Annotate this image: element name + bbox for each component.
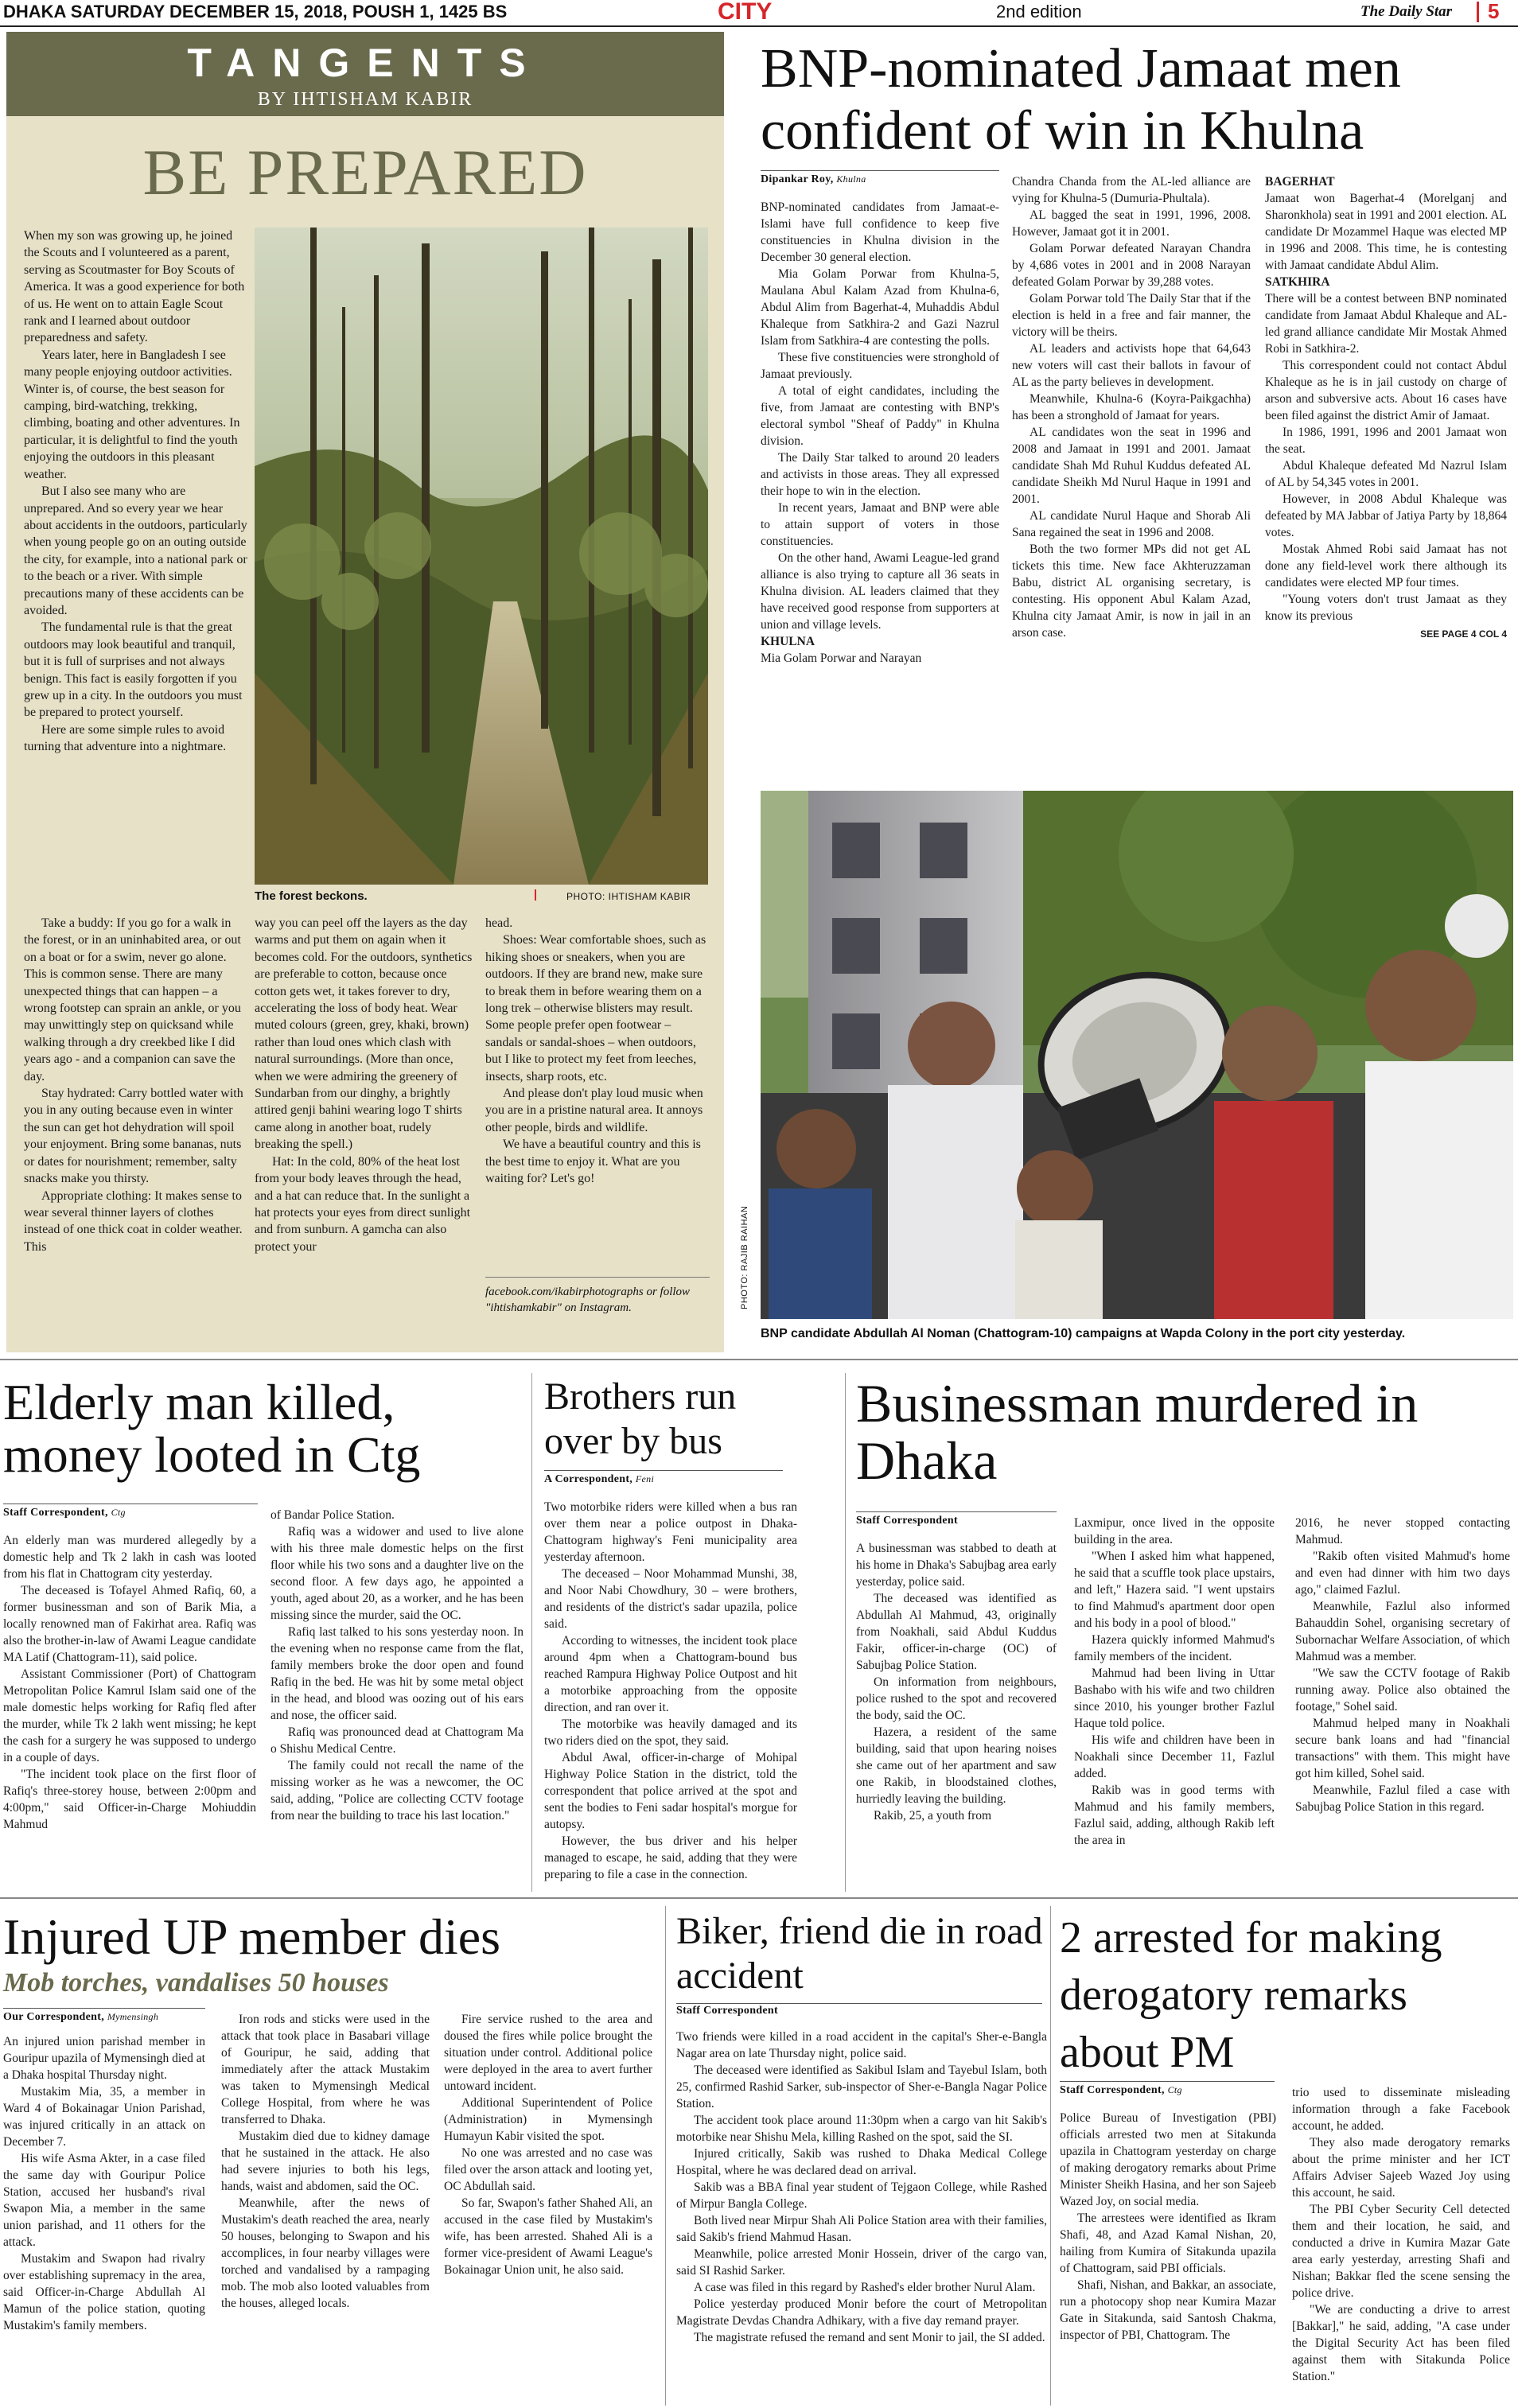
businessman-byline-rule xyxy=(856,1511,1057,1512)
elderly-p3: Assistant Commissioner (Port) of Chattogram Metropolitan Police Kamrul Islam said one of the male domestic helps working for Rafiq fled after the murder, while Tk 2 lakh went missing; he kept the cash for a surgery he was supposed to undergo in a couple of days. xyxy=(3,1667,256,1764)
bnp-p6: In recent years, Jamaat and BNP were able to attain support of voters in those constituencies. xyxy=(761,501,999,548)
businessman-p13: "Rakib often visited Mahmud's home and even had dinner with him two days ago," claimed Fazlul. xyxy=(1295,1550,1510,1597)
paper-name: The Daily Star xyxy=(1360,3,1453,20)
businessman-col2 xyxy=(1074,1515,1275,1849)
bnp-col3 xyxy=(1265,173,1507,643)
tangents-title: BE PREPARED xyxy=(142,136,588,208)
bnp-p3: These five constituencies were stronghold of Jamaat previously. xyxy=(761,351,999,381)
tangents-p6: Take a buddy: If you go for a walk in the forest, or in an uninhabited area, or out on a boat or for a swim, never go alone. This is common sense. There are many unexpected things that can happen – a wrong footstep can sprain an ankle, or you may unwittingly step on quicksand while walking through a dry creekbed like I did years ago - and a companion can save the day. xyxy=(24,916,241,1083)
biker-p10: The magistrate refused the remand and sent Monir to jail, the SI added. xyxy=(694,2331,1045,2344)
injured-p2: Mustakim Mia, 35, a member in Ward 4 of Bokainagar Union Parishad, was injured critically in an attack on December 7. xyxy=(3,2085,205,2149)
vrule-1 xyxy=(531,1373,532,1892)
arrested-p6: The PBI Cyber Security Cell detected them and their location, he said, and conducted a drive in Kumira Mazar Gate area early yesterday, arresting Shafi and Nishan; Bakkar fled the scene sensing the police drive. xyxy=(1292,2203,1510,2300)
bnp-p15: AL candidates won the seat in 1996 and 2008 and Jamaat in 1991 and 2001. Jamaat candidate Shah Md Ruhul Kuddus defeated AL candidate Sheikh Md Nurul Haque in 1991 and 2001. xyxy=(1012,426,1251,506)
bnp-p10: AL bagged the seat in 1991, 1996, 2008. However, Jamaat got it in 2001. xyxy=(1012,208,1251,239)
tangents-col1-bottom xyxy=(24,915,248,1255)
businessman-col3 xyxy=(1295,1515,1510,1815)
businessman-p4: Hazera, a resident of the same building, said that upon hearing noises she came out of her apartment and saw one Rakib, in bloodstained clothes, hurriedly leaving the building. xyxy=(856,1725,1057,1806)
bnp-p20: This correspondent could not contact Abdul Khaleque as he is in jail custody on charge of arson and subversive acts. About 16 cases have been filed against the district Amir of Jamaat. xyxy=(1265,359,1507,422)
bnp-p19: There will be a contest between BNP nominated candidate from Jamaat Abdul Khaleque and AL-led grand alliance candidate Mir Mostak Ahmed Robi in Satkhira-2. xyxy=(1265,292,1507,356)
tangents-p1: When my son was growing up, he joined the Scouts and I volunteered as a parent, serving as Scoutmaster for Boy Scouts of America. It was a good experience for both of us. He went on to attain Eagle Scout rank and I learned about outdoor preparedness and safety. xyxy=(24,229,245,345)
bnp-p23: However, in 2008 Abdul Khaleque was defeated by MA Jabbar of Jatiya Party by 18,864 votes. xyxy=(1265,492,1507,539)
biker-p4: Injured critically, Sakib was rushed to Dhaka Medical College Hospital, where he was declared dead on arrival. xyxy=(676,2147,1047,2177)
tangents-p4: The fundamental rule is that the great outdoors may look beautiful and tranquil, but it is full of surprises and not always benign. This fact is easily forgotten if you grew up in a city. In the outdoors you must be prepared to protect yourself. xyxy=(24,620,243,720)
businessman-p11: Rakib was in good terms with Mahmud and his family members, Fazlul said, adding, although Rakib left the area in xyxy=(1074,1784,1275,1847)
page-divider xyxy=(1477,2,1479,22)
brothers-byline-rule xyxy=(544,1470,783,1471)
biker-p7: Meanwhile, police arrested Monir Hossein, driver of the cargo van, said SI Rashid Sarker. xyxy=(676,2247,1047,2278)
arrested-p1: Police Bureau of Investigation (PBI) officials arrested two men at Sitakunda upazila in Chattogram yesterday on charge of making derogatory remarks about Prime Minister Sheikh Hasina, and her son Sajeeb Wazed Joy, on social media. xyxy=(1060,2111,1276,2208)
elderly-p7: Rafiq last talked to his sons yesterday noon. In the evening when no response came from the flat, family members broke the door open and found Rafiq in the bed. He was hit by some metal object in the head, and blood was oozing out of his ears and nose, the officer said. xyxy=(271,1625,524,1722)
injured-p6: Mustakim died due to kidney damage that he sustained in the attack. He also had severe injuries to both his legs, hands, waist and abdomen, said the OC. xyxy=(221,2130,430,2193)
bnp-p1: BNP-nominated candidates from Jamaat-e-Islami have full confidence to keep five constituencies in Khulna division in the December 30 general election. xyxy=(761,200,999,264)
dateline: DHAKA SATURDAY DECEMBER 15, 2018, POUSH 1, 1425 BS xyxy=(3,2,508,21)
biker-p9: Police yesterday produced Monir before the court of Metropolitan Magistrate Devdas Chandra Adhikary, with a five day remand prayer. xyxy=(676,2297,1047,2328)
arrested-p4: trio used to disseminate misleading information through a fake Facebook account, he added. xyxy=(1292,2086,1510,2133)
biker-col1 xyxy=(676,2029,1047,2346)
elderly-p2: The deceased is Tofayel Ahmed Rafiq, 60, a former businessman and son of Barik Mia, a locally renowned man of Fakirhat area. Rafiq was also the brother-in-law of Awami League candidate MA Latif (Chattogram-11), said police. xyxy=(3,1584,256,1664)
injured-byline xyxy=(3,2011,158,2024)
biker-p3: The accident took place around 11:30pm when a cargo van hit Sakib's motorbike near Shishu Mela, killing Rashed on the spot, said the SI. xyxy=(676,2114,1047,2144)
elderly-byline xyxy=(3,1507,126,1519)
elderly-p1: An elderly man was murdered allegedly by a domestic help and Tk 2 lakh in cash was looted from his flat in Chattogram city yesterday. xyxy=(3,1534,256,1581)
forest-image xyxy=(255,228,708,885)
masthead xyxy=(0,0,1518,25)
tangents-contact: facebook.com/ikabirphotographs or follow "ihtishamkabir" on Instagram. xyxy=(485,1286,691,1314)
arrested-p2: The arrestees were identified as Ikram Shafi, 48, and Azad Kamal Nishan, 20, hailing from Kumira of Sitakunda upazila of Chattogram, said PBI officials. xyxy=(1060,2212,1276,2275)
campaign-image xyxy=(761,791,1513,1319)
elderly-p9: The family could not recall the name of the missing worker as he was a newcomer, the OC said, adding, "Police are collecting CCTV footage from near the building to trace his last location." xyxy=(271,1759,524,1823)
header-rule xyxy=(0,25,1518,27)
injured-byline-loc: Mymensingh xyxy=(107,2011,159,2022)
campaign-credit: PHOTO: RAJIB RAIHAN xyxy=(740,1205,749,1309)
elderly-p8: Rafiq was pronounced dead at Chattogram Ma o Shishu Medical Centre. xyxy=(271,1725,524,1756)
bnp-p11: Golam Porwar defeated Narayan Chandra by 4,686 votes in 2001 and in 2008 Narayan defeated Golam Porwar by 39,288 votes. xyxy=(1012,242,1251,289)
tangents-p3: But I also see many who are unprepared. And so every year we hear about accidents in the outdoors, particularly when young people go on an outing outside the city, for example, into a national park or to the beach or a river. With simple precautions many of these accidents can be avoided. xyxy=(24,484,247,617)
brothers-col1 xyxy=(544,1499,797,1883)
bnp-p22: Abdul Khaleque defeated Md Nazrul Islam of AL by 54,345 votes in 2001. xyxy=(1265,459,1507,489)
tangents-col2 xyxy=(255,915,473,1255)
vrule-3 xyxy=(665,1906,666,2406)
bnp-byline-rule xyxy=(761,170,999,171)
businessman-p12: 2016, he never stopped contacting Mahmud. xyxy=(1295,1516,1510,1546)
arrested-byline xyxy=(1060,2084,1182,2097)
lower-rule xyxy=(0,1897,1518,1899)
vrule-2 xyxy=(845,1373,846,1892)
tangents-p8: Appropriate clothing: It makes sense to wear several thinner layers of clothes instead of one thick coat in colder weather. This xyxy=(24,1188,243,1254)
forest-caption: The forest beckons. xyxy=(255,889,368,903)
tangents-p14: We have a beautiful country and this is the best time to enjoy it. What are you waiting for? Let's go! xyxy=(485,1138,701,1186)
elderly-col1 xyxy=(3,1532,256,1833)
businessman-p10: His wife and children have been in Noakhali since December 11, Fazlul added. xyxy=(1074,1733,1275,1780)
injured-p11: So far, Swapon's father Shahed Ali, an accused in the case filed by Mustakim's wife, has been arrested. Shahed Ali is a former vice-president of Awami League's Bokainagar Union unit, he also said. xyxy=(444,2196,652,2277)
biker-byline-rule xyxy=(676,2003,1042,2004)
tangents-p13: And please don't play loud music when you are in a pristine natural area. It annoys other people, birds and wildlife. xyxy=(485,1087,703,1134)
biker-p6: Both lived near Mirpur Shah Ali Police Station area with their families, said Sakib's friend Mahmud Hasan. xyxy=(676,2214,1047,2244)
elderly-headline: Elderly man killed, money looted in Ctg xyxy=(3,1374,421,1483)
forest-photo xyxy=(255,228,708,885)
tangents-p7: Stay hydrated: Carry bottled water with you in any outing because even in winter the sun can get hot dehydration will spoil your enjoyment. Bring some bananas, nuts or dates for nourishment; remember, salty snacks make you thirsty. xyxy=(24,1087,243,1186)
businessman-p16: Mahmud helped many in Noakhali secure bank loans and had "financial transactions" with them. This might have got him killed, Sohel said. xyxy=(1295,1717,1510,1780)
biker-byline: Staff Correspondent xyxy=(676,2005,778,2017)
bnp-p5: The Daily Star talked to around 20 leaders and activists in those areas. They all expressed their hope to win in the election. xyxy=(761,451,999,498)
brothers-headline: Brothers run over by bus xyxy=(544,1375,737,1462)
bnp-jump[interactable]: SEE PAGE 4 COL 4 xyxy=(1420,628,1507,640)
bnp-byline-loc: Khulna xyxy=(836,173,866,185)
tangents-kicker: TANGENTS xyxy=(187,41,543,85)
injured-p8: Fire service rushed to the area and doused the fires while police brought the situation under control. Additional police were deployed in the area to avert further untoward incident. xyxy=(444,2013,652,2093)
elderly-p6: Rafiq was a widower and used to live alone with his three male domestic helps on the first floor while his two sons and a daughter live on the second floor. A few days ago, he appointed a youth, aged about 20, as a worker, and he has been missing since the murder, said the OC. xyxy=(271,1525,524,1622)
brothers-byline xyxy=(544,1473,654,1486)
arrested-byline-rule xyxy=(1060,2081,1275,2082)
brothers-p3: According to witnesses, the incident took place around 4pm when a Chattogram-bound bus reached Rampura Highway Police Outpost and hit a motorbike approaching from the opposite direction, and ran over it. xyxy=(544,1634,797,1714)
injured-p5: Iron rods and sticks were used in the attack that took place in Basabari village of Gouripur, he said, adding that immediately after the attack Mustakim was taken to Mymensingh Medical College Hospital, from where he was transferred to Dhaka. xyxy=(221,2013,430,2126)
elderly-byline-name: Staff Correspondent, xyxy=(3,1507,108,1519)
businessman-p2: The deceased was identified as Abdullah Al Mahmud, 43, originally from Noakhali, said Abdul Kuddus Fakir, officer-in-charge (OC) of Sabujbag Police Station. xyxy=(856,1592,1057,1672)
bnp-byline xyxy=(761,173,866,186)
bnp-p13: AL leaders and activists hope that 64,643 new voters will cast their ballots in favour of AL as the party believes in development. xyxy=(1012,342,1251,389)
arrested-byline-name: Staff Correspondent, xyxy=(1060,2084,1165,2096)
businessman-byline: Staff Correspondent xyxy=(856,1515,958,1527)
tangents-p9: way you can peel off the layers as the day warms and put them on again when it becomes cold. For the outdoors, synthetics are preferable to cotton, because once cotton gets wet, it takes forever to dry, accelerating the loss of body heat. Wear muted colours (green, grey, khaki, brown) rather than loud ones which clash with natural surroundings. (More than once, when we were admiring the greenery of Sundarban from our dinghy, a brightly attired genji bahini wearing logo T shirts came along in another boat, rudely breaking the spell.) xyxy=(255,916,473,1152)
tangents-p2: Years later, here in Bangladesh I see many people enjoying outdoor activities. Winter is, of course, the best season for camping, bird-watching, trekking, climbing, boating and other adventures. In particular, it is delightful to find the youth enjoying the outdoors in this pleasant weather. xyxy=(24,348,240,481)
tangents-by: BY IHTISHAM KABIR xyxy=(257,89,473,110)
bnp-headline: BNP-nominated Jamaat men confident of win in Khulna xyxy=(761,38,1401,161)
businessman-p3: On information from neighbours, police rushed to the spot and recovered the body, said the OC. xyxy=(856,1675,1057,1722)
biker-headline: Biker, friend die in road accident xyxy=(676,1910,1043,1997)
tangents-p5: Here are some simple rules to avoid turning that adventure into a nightmare. xyxy=(24,722,227,754)
bnp-p21: In 1986, 1991, 1996 and 2001 Jamaat won the seat. xyxy=(1265,426,1507,456)
edition-label: 2nd edition xyxy=(996,2,1082,21)
section-label: CITY xyxy=(718,0,773,25)
bnp-p12: Golam Porwar told The Daily Star that if the election is held in a free and fair manner, the victory will be theirs. xyxy=(1012,292,1251,339)
arrested-headline: 2 arrested for making derogatory remarks about PM xyxy=(1060,1913,1442,2077)
bnp-p2: Mia Golam Porwar from Khulna-5, Maulana Abul Kalam Azad from Khulna-6, Abdul Alim from Bagerhat-4, Muhaddis Abdul Khaleque from Satkhira-2 and Gazi Nazrul Islam from Satkhira-4 are contesting the polls. xyxy=(761,267,999,348)
bnp-p7: On the other hand, Awami League-led grand alliance is also trying to capture all 36 seats in Khulna division. AL leaders claimed that they have received good response from supporters at union and village levels. xyxy=(761,551,999,632)
biker-p8: A case was filed in this regard by Rashed's elder brother Nurul Alam. xyxy=(694,2281,1036,2294)
bnp-p14: Meanwhile, Khulna-6 (Koyra-Paikgachha) has been a stronghold of Jamaat for years. xyxy=(1012,392,1251,422)
injured-subhead: Mob torches, vandalises 50 houses xyxy=(3,1968,389,1998)
brothers-p1: Two motorbike riders were killed when a bus ran over them near a police outpost in Dhaka-Chattogram highway's Feni municipality area yesterday afternoon. xyxy=(544,1500,797,1564)
brothers-p2: The deceased – Noor Mohammad Munshi, 38, and Noor Nabi Chowdhury, 30 – were brothers, and residents of the district's sadar upazila, police said. xyxy=(544,1567,797,1631)
arrested-p3: Shafi, Nishan, and Bakkar, an associate, run a photocopy shop near Kumira Mazar Gate in Sitakunda, said Santosh Chakma, inspector of PBI, Chattogram. The xyxy=(1060,2278,1276,2342)
businessman-p14: Meanwhile, Fazlul also informed Bahauddin Sohel, organising secretary of Subornachar Welfare Association, of which Mahmud was a member. xyxy=(1295,1600,1510,1663)
bnp-p18: Jamaat won Bagerhat-4 (Morelganj and Sharonkhola) seat in 1991 and 2001 election. AL candidate Dr Mozammel Haque was elected MP in 1996 and 2008. This time, he is contesting with Jamaat candidate Abdul Alim. xyxy=(1265,192,1507,272)
tangents-col1-top xyxy=(24,228,248,756)
bnp-p4: A total of eight candidates, including the five, from Jamaat are contesting with BNP's electoral symbol "Sheaf of Paddy" in Khulna division. xyxy=(761,384,999,448)
biker-p2: The deceased were identified as Sakibul Islam and Tayebul Islam, both 25, confirmed Rashid Sarker, sub-inspector of Sher-e-Bangla Nagar Police Station. xyxy=(676,2064,1047,2110)
elderly-p4: "The incident took place on the first floor of Rafiq's three-storey house, between 2:00pm and 4:00pm," said Officer-in-Charge Mohiuddin Mahmud xyxy=(3,1768,256,1831)
brothers-p4: The motorbike was heavily damaged and its two riders died on the spot, they said. xyxy=(544,1717,797,1748)
brothers-p6: However, the bus driver and his helper managed to escape, he said, adding that they were preparing to file a case in the connection. xyxy=(544,1834,797,1881)
businessman-headline: Businessman murdered in Dhaka xyxy=(856,1373,1419,1491)
injured-headline: Injured UP member dies xyxy=(3,1908,501,1965)
mid-rule xyxy=(0,1359,1518,1360)
injured-p9: Additional Superintendent of Police (Administration) in Mymensingh Humayun Kabir visited the spot. xyxy=(444,2096,652,2143)
vrule-4 xyxy=(1050,1906,1051,2406)
bnp-sub-khulna: KHULNA xyxy=(761,635,815,648)
businessman-p17: Meanwhile, Fazlul filed a case with Sabujbag Police Station in this regard. xyxy=(1295,1784,1510,1814)
arrested-byline-loc: Ctg xyxy=(1167,2084,1182,2095)
caption-divider xyxy=(535,889,536,901)
businessman-p9: Mahmud had been living in Uttar Bashabo with his wife and two children since 2010, his younger brother Fazlul Haque told police. xyxy=(1074,1667,1275,1730)
tangents-p12: Shoes: Wear comfortable shoes, such as hiking shoes or sneakers, when you are outdoors. If they are brand new, make sure to break them in before wearing them on a long trek – otherwise blisters may result. Some people prefer open footwear – sandals or sandal-shoes – when outdoors, but I like to protect my feet from leeches, insects, sharp roots, etc. xyxy=(485,933,706,1083)
injured-p10: No one was arrested and no case was filed over the arson attack and looting yet, OC Abdullah said. xyxy=(444,2146,652,2193)
injured-byline-rule xyxy=(3,2008,205,2009)
businessman-p5: Rakib, 25, a youth from xyxy=(874,1809,992,1823)
bnp-sub-satkhira: SATKHIRA xyxy=(1265,275,1330,289)
injured-p1: An injured union parishad member in Gouripur upazila of Mymensingh died at a Dhaka hospital Thursday night. xyxy=(3,2035,205,2082)
bnp-p9: Chandra Chanda from the AL-led alliance are vying for Khulna-5 (Dumuria-Phultala). xyxy=(1012,175,1251,205)
elderly-p5: of Bandar Police Station. xyxy=(271,1508,395,1522)
bnp-sub-bagerhat: BAGERHAT xyxy=(1265,175,1335,189)
tangents-p11: head. xyxy=(485,916,513,930)
businessman-p6: Laxmipur, once lived in the opposite building in the area. xyxy=(1074,1516,1275,1546)
injured-col3 xyxy=(444,2011,652,2278)
brothers-byline-loc: Feni xyxy=(635,1473,655,1484)
injured-col2 xyxy=(221,2011,430,2312)
tangents-p10: Hat: In the cold, 80% of the heat lost from your body leaves through the head, and a hat can reduce that. In the sunlight a hat protects your eyes from direct sunlight and from sunburn. A gamcha can also protect your xyxy=(255,1154,471,1254)
brothers-byline-name: A Correspondent, xyxy=(544,1473,633,1485)
brothers-p5: Abdul Awal, officer-in-charge of Mohipal Highway Police Station in the district, told the correspondent that police arrived at the spot and sent the bodies to Feni sadar hospital's morgue for autopsy. xyxy=(544,1751,797,1831)
bnp-byline-name: Dipankar Roy, xyxy=(761,173,834,185)
businessman-p8: Hazera quickly informed Mahmud's family members of the incident. xyxy=(1074,1633,1275,1663)
bnp-p8: Mia Golam Porwar and Narayan xyxy=(761,652,922,665)
tangents-col3 xyxy=(485,915,710,1188)
bnp-p24: Mostak Ahmed Robi said Jamaat has not done any field-level work there although its candidates were elected MP four times. xyxy=(1265,543,1507,589)
bnp-p25: "Young voters don't trust Jamaat as they know its previous xyxy=(1265,593,1507,623)
arrested-col2 xyxy=(1292,2084,1510,2385)
bnp-col2 xyxy=(1012,173,1251,641)
injured-col1 xyxy=(3,2033,205,2334)
arrested-col1 xyxy=(1060,2110,1276,2344)
injured-p7: Meanwhile, after the news of Mustakim's death reached the area, nearly 50 houses, belonging to Swapon and his accomplices, in four nearby villages were torched and vandalised by a rampaging mob. The mob also looted valuables from the houses, alleged locals. xyxy=(221,2196,430,2310)
elderly-col2 xyxy=(271,1507,524,1824)
injured-p3: His wife Asma Akter, in a case filed the same day with Gouripur Police Station, accused her husband's rival Swapon Mia, a member in the same union parishad, and 11 others for the attack. xyxy=(3,2152,205,2249)
campaign-caption: BNP candidate Abdullah Al Noman (Chattogram-10) campaigns at Wapda Colony in the port city yesterday. xyxy=(761,1327,1406,1340)
elderly-byline-loc: Ctg xyxy=(111,1507,126,1518)
biker-p1: Two friends were killed in a road accident in the capital's Sher-e-Bangla Nagar area on late Thursday night, police said. xyxy=(676,2030,1047,2060)
forest-credit: PHOTO: IHTISHAM KABIR xyxy=(566,891,691,902)
bnp-p16: AL candidate Nurul Haque and Shorab Ali Sana regained the seat in 1996 and 2008. xyxy=(1012,509,1251,539)
bnp-col1 xyxy=(761,199,999,667)
tangents-contact-rule xyxy=(485,1277,710,1278)
businessman-col1 xyxy=(856,1540,1057,1824)
campaign-photo xyxy=(761,791,1513,1319)
biker-p5: Sakib was a BBA final year student of Tejgaon College, while Rashed of Mirpur Bangla College. xyxy=(676,2180,1047,2211)
page-number: 5 xyxy=(1488,0,1500,23)
arrested-p7: "We are conducting a drive to arrest [Bakkar]," he said, adding, "A case under the Digital Security Act has been filed against them with Sitakunda Police Station." xyxy=(1292,2303,1510,2383)
businessman-p7: "When I asked him what happened, he said that a scuffle took place upstairs, and left," Hazera said. "I went upstairs to find Mahmud's apartment door open and his body in a pool of blood." xyxy=(1074,1550,1275,1630)
arrested-p5: They also made derogatory remarks about the prime minister and her ICT Affairs Adviser Sajeeb Wazed Joy using this account, he said. xyxy=(1292,2136,1510,2200)
injured-p4: Mustakim and Swapon had rivalry over establishing supremacy in the area, said Officer-in-Charge Abdullah Al Mamun of the police station, quoting Mustakim's family members. xyxy=(3,2252,205,2332)
businessman-p15: "We saw the CCTV footage of Rakib running away. Police also obtained the footage," Sohel said. xyxy=(1295,1667,1510,1714)
businessman-p1: A businessman was stabbed to death at his home in Dhaka's Sabujbag area early yesterday, police said. xyxy=(856,1542,1057,1589)
injured-byline-name: Our Correspondent, xyxy=(3,2011,105,2023)
bnp-p17: Both the two former MPs did not get AL tickets this time. New face Akhteruzzaman Babu, district AL organising secretary, is contesting. His opponent Abul Kalam Azad, Khulna city Jamaat Amir, is now in jail in an arson case. xyxy=(1012,543,1251,640)
